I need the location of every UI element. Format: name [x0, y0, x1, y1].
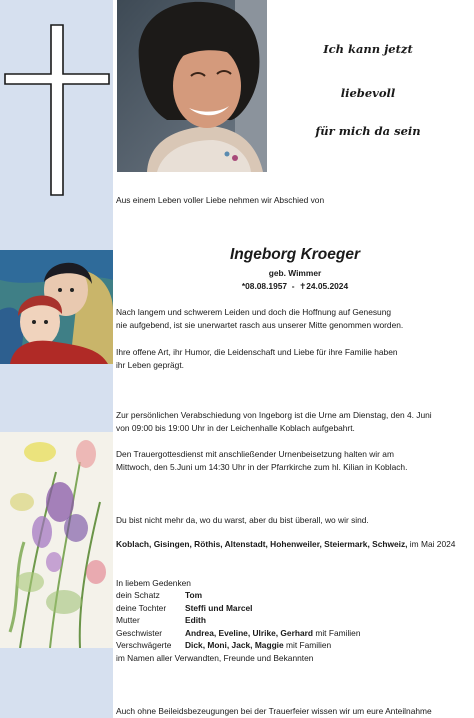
- paragraph-line: Zur persönlichen Verabschiedung von Ingeborg ist die Urne am Dienstag, den 4. Juni: [116, 410, 432, 420]
- deceased-name: Ingeborg Kroeger: [229, 246, 361, 263]
- maiden-name: geb. Wimmer: [268, 268, 322, 278]
- family-list: [116, 589, 360, 665]
- family-row: [116, 589, 360, 602]
- family-relation: dein Schatz: [116, 590, 160, 600]
- paragraph-line: Nach langem und schwerem Leiden und doch die Hoffnung auf Genesung: [116, 307, 392, 317]
- verse-line-3: für mich da sein: [315, 124, 421, 138]
- paragraph-line: Den Trauergottesdienst mit anschließender Urnenbeisetzung halten wir am: [116, 449, 394, 459]
- family-relation: Mutter: [116, 615, 140, 626]
- paragraph-line: von 09:00 bis 19:00 Uhr in der Leichenhalle Koblach aufgebahrt.: [116, 422, 355, 433]
- paragraph-line: nie aufgebend, ist sie unerwartet rasch aus unserer Mitte genommen worden.: [116, 319, 404, 330]
- family-names: Tom: [185, 590, 203, 600]
- family-names: Steffi und Marcel: [185, 602, 253, 613]
- family-row: [116, 602, 360, 615]
- family-suffix: mit Familien: [313, 627, 361, 638]
- family-names: Edith: [185, 615, 206, 626]
- family-suffix: mit Familien: [283, 640, 332, 651]
- family-relation: deine Tochter: [116, 602, 167, 613]
- quote-text: Du bist nicht mehr da, wo du warst, aber du bist überall, wo wir sind.: [116, 515, 369, 525]
- paragraph-illness: [116, 306, 403, 331]
- watercolor-flowers: [0, 432, 113, 648]
- relatives-line: im Namen aller Verwandten, Freunde und Bekannten: [116, 652, 314, 663]
- paragraph-farewell: [116, 409, 432, 434]
- places-date: [116, 538, 455, 551]
- paragraph-character: [116, 346, 398, 371]
- date-separator: -: [291, 281, 295, 291]
- family-names: Dick, Moni, Jack, Maggie: [185, 640, 284, 651]
- family-names: Andrea, Eveline, Ulrike, Gerhard: [185, 627, 314, 638]
- family-row: [116, 639, 360, 652]
- birth-date: *08.08.1957: [241, 281, 288, 291]
- paragraph-line: Ihre offene Art, ihr Humor, die Leidenschaft und Liebe für ihre Familie haben: [116, 347, 398, 357]
- family-relation: Verschwägerte: [116, 640, 172, 651]
- verse-line-1: Ich kann jetzt: [323, 42, 413, 56]
- paragraph-service: [116, 448, 407, 473]
- places-list: Koblach, Gisingen, Röthis, Altenstadt, Hohenweiler, Steiermark, Schweiz,: [116, 539, 408, 549]
- death-cross-icon: ✝: [299, 281, 307, 291]
- verse-line-2: liebevoll: [340, 86, 396, 100]
- death-date: 24.05.2024: [306, 281, 349, 291]
- painting-two-women: [0, 250, 113, 364]
- footer-note: Auch ohne Beileidsbezeugungen bei der Trauerfeier wissen wir um eure Anteilnahme: [116, 706, 432, 716]
- family-relation: Geschwister: [116, 627, 163, 638]
- in-memory-heading: In liebem Gedenken: [116, 578, 191, 588]
- life-dates: [116, 281, 474, 291]
- paragraph-line: ihr Leben geprägt.: [116, 359, 184, 370]
- family-row: [116, 627, 360, 640]
- family-row: [116, 614, 360, 627]
- intro-text: Aus einem Leben voller Liebe nehmen wir Abschied von: [116, 195, 325, 205]
- month-year: im Mai 2024: [407, 539, 456, 549]
- paragraph-line: Mittwoch, den 5.Juni um 14:30 Uhr in der Pfarrkirche zum hl. Kilian in Koblach.: [116, 461, 408, 472]
- portrait-photo: [117, 0, 267, 172]
- cross-icon: [4, 24, 110, 196]
